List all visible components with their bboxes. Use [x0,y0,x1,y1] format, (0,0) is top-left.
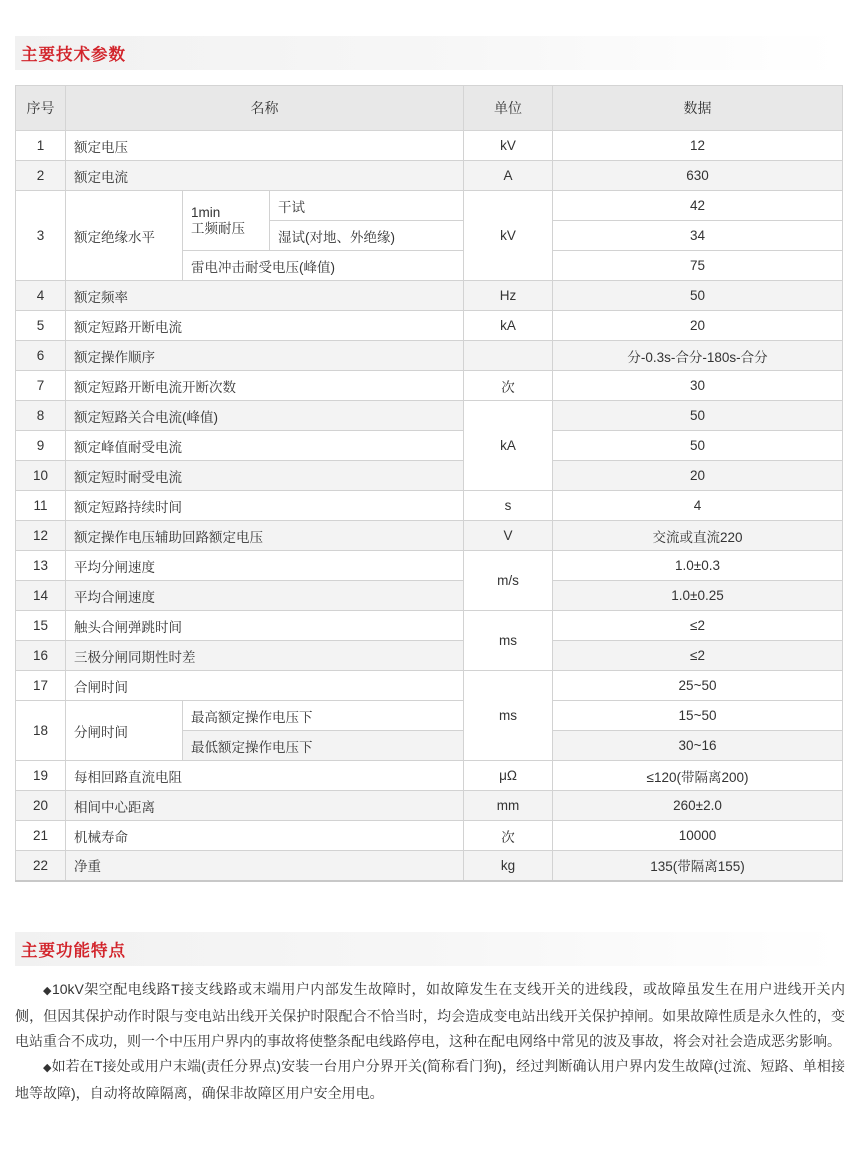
features-body [15,977,845,1106]
feature-paragraph [15,977,845,1054]
table-row [16,401,843,431]
row-no: 7 [16,371,66,401]
row-value: 交流或直流220 [553,521,843,551]
row-name: 平均分闸速度 [66,551,464,581]
table-row [16,821,843,851]
table-row [16,341,843,371]
row-value: 42 [553,191,843,221]
row-name: 触头合闸弹跳时间 [66,611,464,641]
row-no: 22 [16,851,66,881]
row-value: 15~50 [553,701,843,731]
section-header-features [15,932,840,966]
row-name: 额定短路关合电流(峰值) [66,401,464,431]
row-unit: ms [464,611,553,671]
row-value: 50 [553,431,843,461]
header-value: 数据 [553,86,843,131]
row-no: 11 [16,491,66,521]
table-row [16,641,843,671]
row-name: 额定绝缘水平 [66,191,183,281]
row-value: ≤2 [553,641,843,671]
section-header-tech-params [15,36,840,70]
row-value: 30 [553,371,843,401]
table-row [16,851,843,881]
row-unit: kA [464,401,553,491]
table-row [16,521,843,551]
table-row [16,491,843,521]
row-no: 17 [16,671,66,701]
row-no: 6 [16,341,66,371]
row-value: 260±2.0 [553,791,843,821]
sub-1min-label: 1min [191,204,221,220]
row-value: 34 [553,221,843,251]
section-title: 主要技术参数 [21,45,126,64]
row-no: 5 [16,311,66,341]
row-no: 9 [16,431,66,461]
row-name: 每相回路直流电阻 [66,761,464,791]
row-value: 50 [553,281,843,311]
table-row [16,551,843,581]
row-name: 额定电压 [66,131,464,161]
table-row [16,191,843,221]
row-no: 13 [16,551,66,581]
row-name: 额定频率 [66,281,464,311]
feature-text: 如若在T接处或用户末端(责任分界点)安装一台用户分界开关(简称看门狗)，经过判断确认用户界内发生故障(过流、短路、单相接地等故障)，自动将故障隔离，确保非故障区用户安全用电。 [15,1058,845,1101]
row-name: 额定短路开断电流 [66,311,464,341]
row-no: 4 [16,281,66,311]
row-value: 分-0.3s-合分-180s-合分 [553,341,843,371]
row-name: 额定峰值耐受电流 [66,431,464,461]
row-no: 1 [16,131,66,161]
row-value: 20 [553,311,843,341]
row-unit: s [464,491,553,521]
row-value: 10000 [553,821,843,851]
row-subname-high: 最高额定操作电压下 [183,701,464,731]
row-no: 12 [16,521,66,551]
row-no: 16 [16,641,66,671]
row-name: 三极分闸同期性时差 [66,641,464,671]
row-no: 19 [16,761,66,791]
diamond-bullet-icon: ◆ [43,1062,52,1074]
table-header-row [16,86,843,131]
row-value: 50 [553,401,843,431]
row-subname-power-freq [183,191,270,251]
table-row [16,311,843,341]
section-title: 主要功能特点 [21,941,126,960]
row-no: 2 [16,161,66,191]
row-value: 75 [553,251,843,281]
row-name: 额定短时耐受电流 [66,461,464,491]
table-row [16,761,843,791]
row-name: 平均合闸速度 [66,581,464,611]
row-value: 25~50 [553,671,843,701]
row-name: 额定操作顺序 [66,341,464,371]
table-row [16,461,843,491]
row-value: 4 [553,491,843,521]
row-value: 1.0±0.3 [553,551,843,581]
header-unit: 单位 [464,86,553,131]
row-name: 额定短路持续时间 [66,491,464,521]
header-no: 序号 [16,86,66,131]
row-value: 12 [553,131,843,161]
row-unit [464,341,553,371]
row-value: ≤2 [553,611,843,641]
tech-params-table [15,85,843,882]
row-unit: μΩ [464,761,553,791]
feature-text: 10kV架空配电线路T接支线路或末端用户内部发生故障时，如故障发生在支线开关的进线段，或故障虽发生在用户进线开关内侧，但因其保护动作时限与变电站出线开关保护时限配合不恰当时，均会造成变电站出线开关保护掉闸。如果故障性质是永久性的，变电站重合不成功，则一个中压用户界内的事故将使整条配电线路停电，这种在配电网络中常见的波及事故，将会对社会造成恶劣影响。 [15,981,845,1049]
row-subname-dry: 干试 [270,191,464,221]
header-name: 名称 [66,86,464,131]
row-unit: 次 [464,371,553,401]
table-row [16,281,843,311]
row-subname-lightning: 雷电冲击耐受电压(峰值) [183,251,464,281]
row-unit: V [464,521,553,551]
row-no: 10 [16,461,66,491]
row-value: 1.0±0.25 [553,581,843,611]
sub-power-label: 工频耐压 [191,220,245,236]
row-unit: ms [464,671,553,761]
table-row [16,791,843,821]
row-name: 分闸时间 [66,701,183,761]
table-row [16,371,843,401]
row-value: 20 [553,461,843,491]
row-name: 净重 [66,851,464,881]
row-no: 20 [16,791,66,821]
row-unit: kg [464,851,553,881]
row-no: 21 [16,821,66,851]
row-value: ≤120(带隔离200) [553,761,843,791]
row-value: 30~16 [553,731,843,761]
diamond-bullet-icon: ◆ [43,985,52,997]
row-value: 630 [553,161,843,191]
table-row [16,701,843,731]
row-name: 额定电流 [66,161,464,191]
table-row [16,671,843,701]
table-row [16,161,843,191]
row-name: 额定短路开断电流开断次数 [66,371,464,401]
row-unit: A [464,161,553,191]
feature-paragraph [15,1054,845,1106]
row-unit: kV [464,131,553,161]
row-no: 8 [16,401,66,431]
row-name: 额定操作电压辅助回路额定电压 [66,521,464,551]
row-no: 18 [16,701,66,761]
row-unit: 次 [464,821,553,851]
row-value: 135(带隔离155) [553,851,843,881]
table-row [16,611,843,641]
row-unit: Hz [464,281,553,311]
row-unit: m/s [464,551,553,611]
row-no: 3 [16,191,66,281]
row-unit: kV [464,191,553,281]
row-name: 机械寿命 [66,821,464,851]
row-no: 15 [16,611,66,641]
row-unit: kA [464,311,553,341]
row-subname-low: 最低额定操作电压下 [183,731,464,761]
row-name: 相间中心距离 [66,791,464,821]
table-row [16,131,843,161]
row-name: 合闸时间 [66,671,464,701]
table-row [16,581,843,611]
row-no: 14 [16,581,66,611]
row-subname-wet: 湿试(对地、外绝缘) [270,221,464,251]
row-unit: mm [464,791,553,821]
table-row [16,431,843,461]
